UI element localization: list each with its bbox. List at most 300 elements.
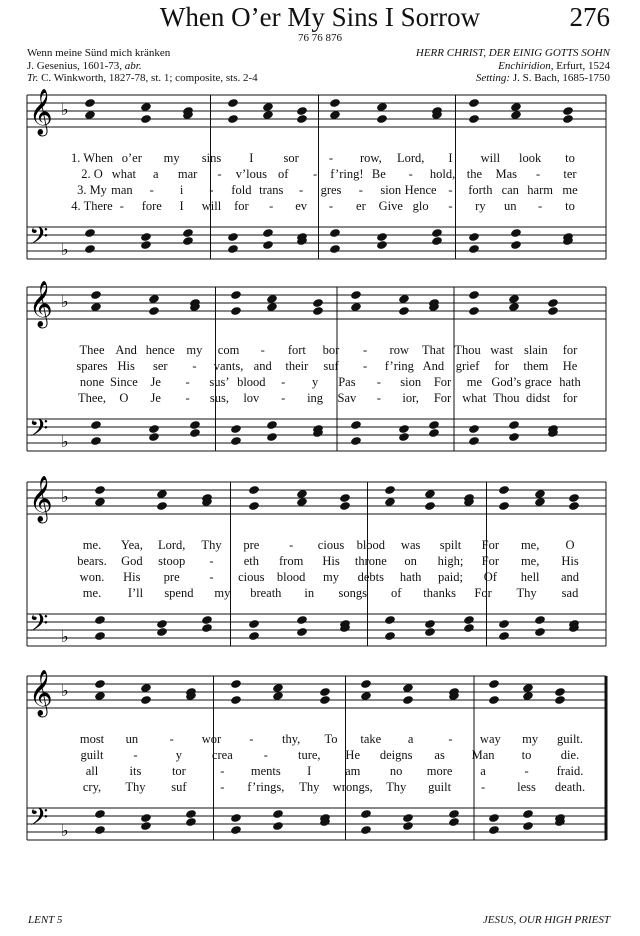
lyric-word: my [163,151,180,165]
credit-original-title: Wenn meine Sünd mich kränken [27,47,171,59]
lyric-word: wor [201,732,222,746]
note-head [468,98,480,108]
note-head [329,244,341,254]
note-head [424,501,436,511]
note-head [468,424,480,434]
note-head [140,821,152,831]
treble-clef-icon: 𝄞 [29,89,53,135]
lyric-word: Mas [495,167,518,181]
note-head [562,114,574,124]
note-head [227,232,239,242]
note-head [312,298,324,308]
lyric-word: Thee [79,343,105,357]
lyric-word: to [565,151,575,165]
note-head [463,615,475,625]
note-head [140,114,152,124]
note-head [376,232,388,242]
lyric-word: Since [109,375,138,389]
lyric-word: cry, [82,780,102,794]
lyric-word: them [523,359,549,373]
lyric-word: I [179,199,184,213]
lyric-word: stoop [158,554,186,568]
note-head [350,420,362,430]
lyric-word: sins [201,151,222,165]
syllable-hyphen: - [281,391,286,405]
lyric-word: y [175,748,183,762]
lyric-word: His [123,570,141,584]
note-head [266,432,278,442]
note-head [140,695,152,705]
lyric-line-verse-3 [0,375,640,390]
note-head [468,232,480,242]
lyric-word: a [152,167,159,181]
lyric-word: look [519,151,542,165]
lyric-line-verse-2 [0,554,640,569]
syllable-hyphen: - [328,199,334,213]
lyric-word: for [562,343,578,357]
syllable-hyphen: - [260,343,265,357]
note-head [248,631,260,641]
lyric-word: am [345,764,361,778]
lyric-word: He [345,748,361,762]
lyric-word: songs [338,586,367,600]
note-head [510,240,522,250]
flat-key-signature-icon: ♭ [61,434,69,451]
lyric-word: grief [455,359,480,373]
syllable-hyphen: - [363,359,368,373]
note-head [402,813,414,823]
syllable-hyphen: - [169,732,174,746]
lyric-word: Thy [299,780,320,794]
note-head [448,809,460,819]
lyric-word: And [115,343,137,357]
lyric-word: no [389,764,403,778]
lyric-line-verse-4 [0,586,640,601]
lyric-word: Sav [337,391,357,405]
lyric-word: what [462,391,487,405]
note-head [272,809,284,819]
lyric-line-verse-3 [0,183,640,198]
lyric-word: His [117,359,135,373]
lyric-word: more [426,764,453,778]
lyric-word: f’ring! [330,167,364,181]
hymn-number: 276 [569,2,610,32]
lyric-word: I’ll [127,586,144,600]
lyric-word: ry [475,199,486,213]
lyric-word: from [279,554,304,568]
lyric-word: For [481,538,500,552]
lyric-word: un [125,732,139,746]
syllable-hyphen: - [185,375,190,389]
note-head [547,298,559,308]
lyric-word: ter [563,167,577,181]
lyric-word: spilt [439,538,462,552]
lyric-line-verse-3 [0,764,640,779]
note-head [319,695,331,705]
lyric-word: wrongs, [332,780,373,794]
lyric-word: bor [322,343,340,357]
lyric-word: hence [145,343,175,357]
lyric-word: and [560,570,580,584]
lyric-word: of [277,167,289,181]
lyric-line-verse-2 [0,359,640,374]
lyric-word: Thou [454,343,481,357]
note-head [272,821,284,831]
lyric-line-verse-1 [0,151,640,166]
lyric-word: paid; [438,570,463,584]
note-head [568,501,580,511]
flat-key-signature-icon: ♭ [61,683,69,700]
lyric-line-verse-2 [0,167,640,182]
lyric-word: me, [520,538,540,552]
note-head [562,106,574,116]
lyric-word: suf [171,780,187,794]
note-head [156,627,168,637]
flat-key-signature-icon: ♭ [61,242,69,259]
syllable-hyphen: - [209,570,214,584]
lyric-word: gres [320,183,342,197]
note-head [185,817,197,827]
lyric-word: un [504,199,517,213]
lyric-word: I [307,764,312,778]
note-head [360,809,372,819]
flat-key-signature-icon: ♭ [61,294,69,311]
note-head [350,290,362,300]
syllable-hyphen: - [263,748,268,762]
footer-left: LENT 5 [28,914,63,926]
lyric-word: in [304,586,315,600]
lyric-word: a [407,732,414,746]
lyric-word: my [186,343,203,357]
lyric-word: cious [317,538,345,552]
lyric-word: ing [307,391,324,405]
lyric-word: was [400,538,421,552]
lyric-word: of [390,586,402,600]
note-head [360,679,372,689]
lyric-word: er [356,199,366,213]
note-head [376,240,388,250]
lyric-word: all [85,764,99,778]
meter: 76 76 876 [298,32,342,44]
lyric-word: He [562,359,578,373]
lyric-line-verse-1 [0,538,640,553]
note-head [262,240,274,250]
footer-right: JESUS, OUR HIGH PRIEST [482,914,610,926]
lyric-word: O [565,538,575,552]
treble-clef-icon: 𝄞 [29,281,53,327]
note-head [510,228,522,238]
bass-clef-icon: 𝄢 [29,609,49,644]
note-head [402,695,414,705]
lyric-word: 3. My [77,183,107,197]
note-head [94,825,106,835]
note-head [554,687,566,697]
lyric-word: blood [237,375,266,389]
note-head [148,432,160,442]
note-head [488,813,500,823]
lyric-word: sus, [209,391,230,405]
lyric-word: I [448,151,453,165]
note-head [398,432,410,442]
lyric-word: harm [527,183,553,197]
note-head [94,485,106,495]
lyric-word: its [129,764,142,778]
lyric-word: throne [354,554,387,568]
lyric-word: debts [357,570,385,584]
note-head [84,228,96,238]
flat-key-signature-icon: ♭ [61,629,69,646]
note-head [201,623,213,633]
syllable-hyphen: - [209,183,214,197]
note-head [522,821,534,831]
note-head [201,615,213,625]
lyric-word: breath [250,586,282,600]
lyric-word: For [433,375,452,389]
credit-translator: Tr. C. Winkworth, 1827-78, st. 1; composite, sts. 2-4 [27,72,258,84]
note-head [148,424,160,434]
lyric-word: slain [524,343,548,357]
note-head [262,228,274,238]
note-head [185,809,197,819]
lyric-word: will [480,151,501,165]
note-head [94,615,106,625]
lyric-word: for [562,391,578,405]
lyric-line-verse-4 [0,199,640,214]
lyric-word: to [565,199,575,213]
note-head [498,631,510,641]
lyric-word: high; [437,554,464,568]
note-head [319,687,331,697]
lyric-word: 2. O [81,167,103,181]
lyric-word: cious [238,570,265,584]
lyric-word: For [474,586,492,600]
note-head [424,627,436,637]
note-head [468,114,480,124]
note-head [339,501,351,511]
note-head [140,232,152,242]
lyric-word: Lord, [157,538,186,552]
lyric-word: y [311,375,319,389]
note-head [431,228,443,238]
note-head [189,428,201,438]
note-head [140,813,152,823]
lyric-word: com [217,343,240,357]
lyric-line-verse-3 [0,570,640,585]
note-head [182,236,194,246]
lyric-line-verse-4 [0,391,640,406]
syllable-hyphen: - [448,183,453,197]
lyric-word: me [562,183,578,197]
lyric-word: sad [561,586,579,600]
lyric-word: 1. When [70,151,114,165]
note-head [448,817,460,827]
syllable-hyphen: - [536,167,541,181]
syllable-hyphen: - [480,780,486,794]
lyric-word: fraid. [556,764,584,778]
lyric-word: sus’ [209,375,230,389]
note-head [227,244,239,254]
lyric-word: pre [243,538,260,552]
lyric-word: guilt. [556,732,584,746]
lyric-word: fore [141,199,162,213]
lyric-word: me [466,375,483,389]
syllable-hyphen: - [119,199,124,213]
note-head [360,825,372,835]
lyric-line-verse-2 [0,748,640,763]
lyric-word: ments [250,764,281,778]
note-head [547,306,559,316]
lyric-word: hell [520,570,540,584]
note-head [398,306,410,316]
lyric-word: Thy [125,780,146,794]
lyric-word: fold [231,183,252,197]
lyric-word: Lord, [396,151,425,165]
syllable-hyphen: - [209,554,214,568]
lyric-word: bears. [77,554,107,568]
lyric-word: pre [163,570,180,584]
lyric-line-verse-1 [0,343,640,358]
note-head [182,228,194,238]
note-head [508,432,520,442]
lyric-word: f’ring [384,359,414,373]
flat-key-signature-icon: ♭ [61,102,69,119]
treble-clef-icon: 𝄞 [29,670,53,716]
credit-tune-name: HERR CHRIST, DER EINIG GOTTS SOHN [415,47,610,59]
syllable-hyphen: - [269,199,274,213]
lyric-word: will [201,199,222,213]
syllable-hyphen: - [220,764,225,778]
lyric-word: thy, [282,732,301,746]
lyric-word: eth [243,554,259,568]
lyric-word: won. [79,570,105,584]
note-head [498,501,510,511]
note-head [248,619,260,629]
note-head [534,615,546,625]
note-head [568,493,580,503]
lyric-word: Pas [338,375,356,389]
note-head [384,615,396,625]
lyric-word: hath [559,375,581,389]
note-head [329,98,341,108]
lyric-word: none [79,375,105,389]
lyric-word: I [249,151,254,165]
note-head [424,619,436,629]
syllable-hyphen: - [220,780,225,794]
lyric-word: row [389,343,410,357]
note-head [384,485,396,495]
note-head [384,631,396,641]
lyric-word: ture, [297,748,321,762]
syllable-hyphen: - [192,359,197,373]
lyric-word: glo [412,199,429,213]
lyric-word: my [214,586,231,600]
note-head [230,695,242,705]
lyric-word: my [323,570,339,584]
lyric-word: for [234,199,249,213]
lyric-word: wast [490,343,514,357]
note-head [376,114,388,124]
lyric-word: God [121,554,143,568]
note-head [227,98,239,108]
note-head [94,679,106,689]
note-head [230,679,242,689]
syllable-hyphen: - [538,199,543,213]
lyric-word: Thy [201,538,222,552]
note-head [230,290,242,300]
syllable-hyphen: - [408,167,413,181]
flat-key-signature-icon: ♭ [61,823,69,840]
lyric-word: sion [380,183,402,197]
note-head [140,240,152,250]
lyric-word: forth [468,183,493,197]
lyric-word: vants, [213,359,244,373]
credit-tune-source: Enchiridion, Erfurt, 1524 [498,59,610,72]
syllable-hyphen: - [217,167,222,181]
syllable-hyphen: - [133,748,138,762]
lyric-word: sor [283,151,299,165]
lyric-word: the [466,167,483,181]
note-head [266,420,278,430]
lyric-word: didst [525,391,551,405]
lyric-word: Thee, [77,391,107,405]
note-head [296,106,308,116]
lyric-word: take [360,732,382,746]
note-head [227,114,239,124]
lyric-word: Man [471,748,495,762]
lyric-word: lov [243,391,260,405]
lyric-word: For [481,554,500,568]
lyric-word: as [434,748,445,762]
note-head [90,290,102,300]
note-head [488,825,500,835]
note-head [230,813,242,823]
note-head [296,114,308,124]
lyric-word: Je [150,391,161,405]
syllable-hyphen: - [249,732,254,746]
lyric-word: v’lous [235,167,267,181]
lyric-word: God’s [491,375,522,389]
lyric-word: thanks [423,586,456,600]
syllable-hyphen: - [299,183,304,197]
lyric-word: way [479,732,501,746]
note-head [248,501,260,511]
lyric-word: ev [295,199,308,213]
note-head [498,619,510,629]
lyric-word: on [404,554,417,568]
syllable-hyphen: - [448,732,453,746]
lyric-word: most [79,732,105,746]
lyric-word: blood [356,538,386,552]
note-head [94,809,106,819]
lyric-word: hath [399,570,422,584]
note-head [339,493,351,503]
note-head [488,695,500,705]
note-head [402,821,414,831]
note-head [554,695,566,705]
note-head [84,244,96,254]
syllable-hyphen: - [281,375,286,389]
lyric-word: That [421,343,445,357]
lyric-word: me, [520,554,540,568]
lyric-word: me. [82,586,102,600]
note-head [329,228,341,238]
lyric-word: Of [483,570,497,584]
lyric-word: for [494,359,509,373]
note-head [312,306,324,316]
note-head [350,436,362,446]
lyric-word: less [517,780,536,794]
note-head [230,306,242,316]
